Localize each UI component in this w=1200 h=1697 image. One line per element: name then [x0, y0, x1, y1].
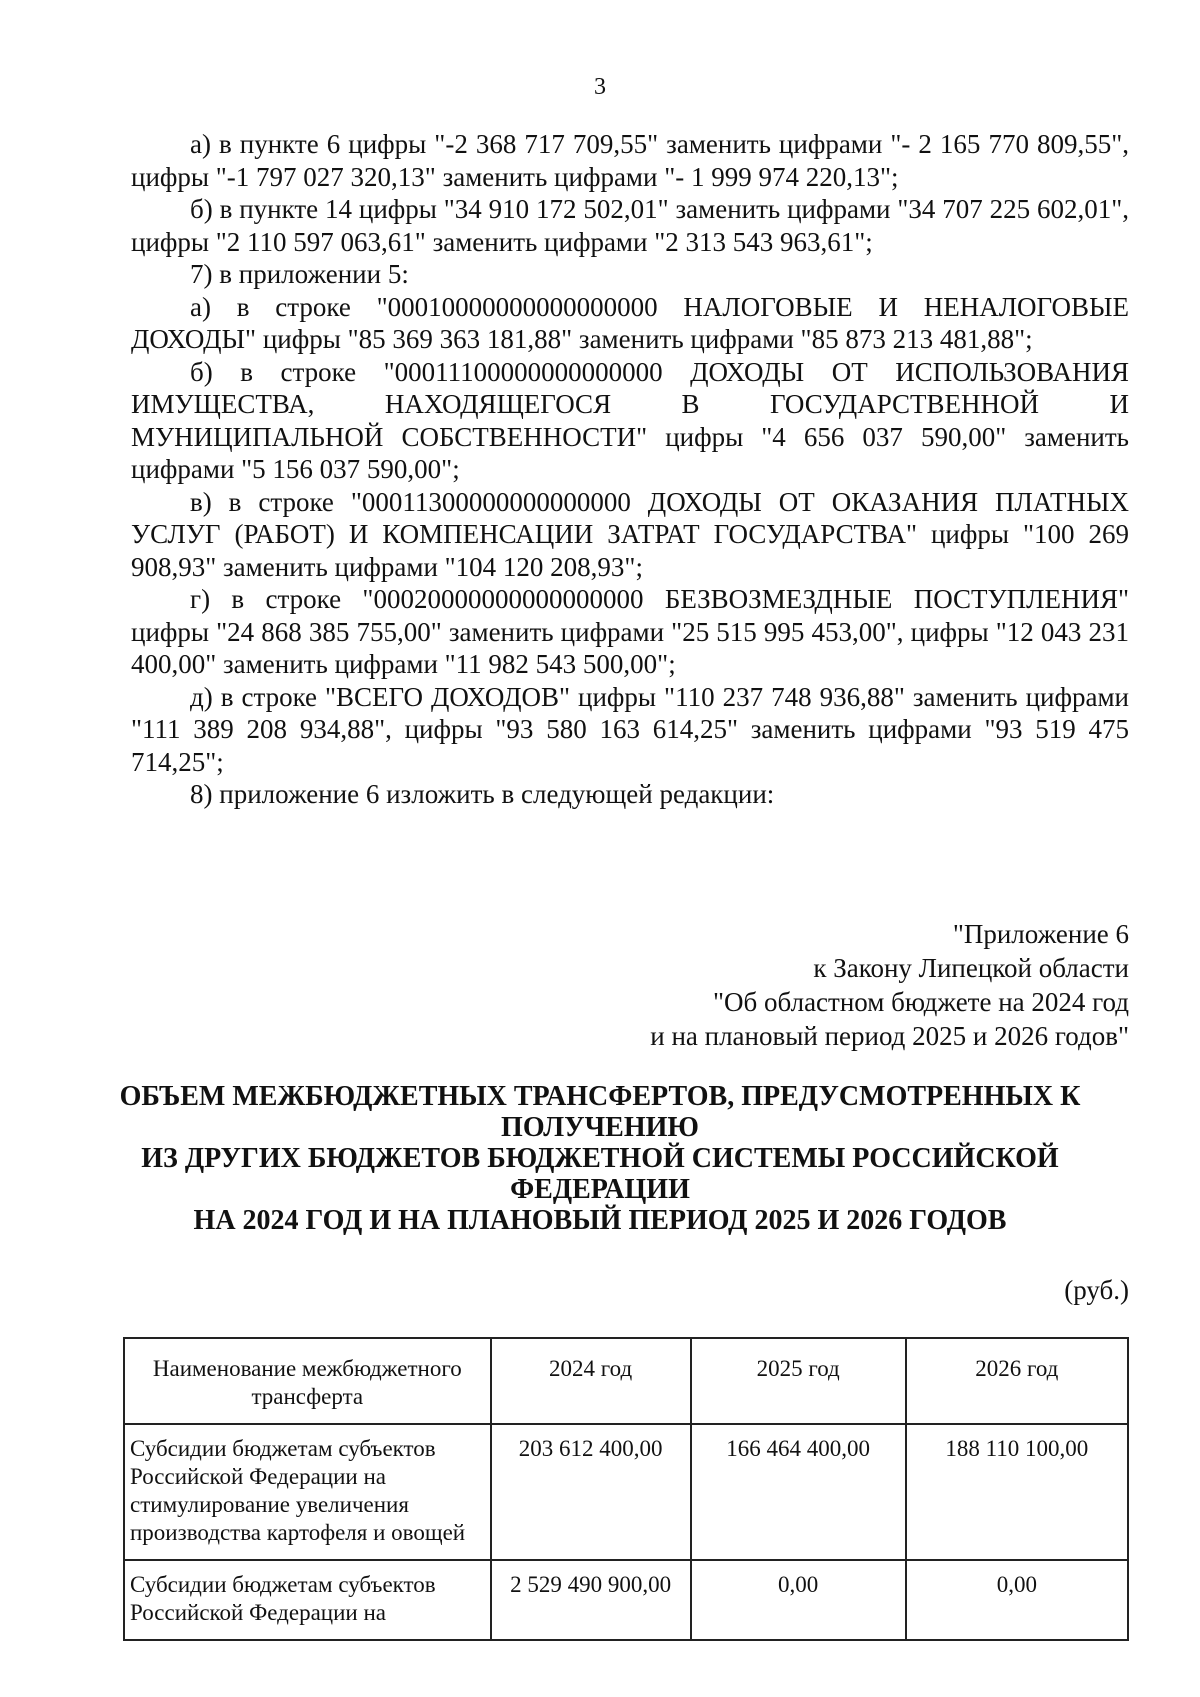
header-2026: 2026 год — [906, 1338, 1128, 1424]
value-2024: 203 612 400,00 — [491, 1424, 691, 1560]
transfers-table — [123, 1337, 1129, 1641]
title-line: ИЗ ДРУГИХ БЮДЖЕТОВ БЮДЖЕТНОЙ СИСТЕМЫ РОССИЙСКОЙ — [141, 1143, 1059, 1174]
value-2025: 166 464 400,00 — [691, 1424, 906, 1560]
paragraph-7a: а) в строке "00010000000000000000 НАЛОГОВЫЕ И НЕНАЛОГОВЫЕ ДОХОДЫ" цифры "85 369 363 181,88" заменить цифрами "85 873 213 481,88"; — [131, 291, 1129, 354]
document-title — [100, 1081, 1100, 1236]
appendix-reference — [650, 917, 1129, 1053]
paragraph-7: 7) в приложении 5: — [190, 259, 409, 289]
title-line: ОБЪЕМ МЕЖБЮДЖЕТНЫХ ТРАНСФЕРТОВ, ПРЕДУСМОТРЕННЫХ К — [119, 1081, 1081, 1112]
appendix-ref-line: "Приложение 6 — [952, 919, 1129, 949]
paragraph-6a: а) в пункте 6 цифры "-2 368 717 709,55" заменить цифрами "- 2 165 770 809,55", цифры "-1 797 027 320,13" заменить цифрами "- 1 999 974 220,13"; — [131, 129, 1129, 192]
page-number: 3 — [594, 74, 606, 100]
paragraph-7d: д) в строке "ВСЕГО ДОХОДОВ" цифры "110 237 748 936,88" заменить цифрами "111 389 208 934,88", цифры "93 580 163 614,25" заменить цифрами "93 519 475 714,25"; — [131, 681, 1129, 777]
appendix-ref-line: "Об областном бюджете на 2024 год — [713, 987, 1129, 1017]
value-2026: 0,00 — [906, 1560, 1128, 1640]
table-header-row — [124, 1338, 1128, 1424]
table-row — [124, 1424, 1128, 1560]
paragraph-8: 8) приложение 6 изложить в следующей редакции: — [190, 779, 775, 809]
amendment-text — [131, 128, 1129, 811]
header-2025: 2025 год — [691, 1338, 906, 1424]
value-2026: 188 110 100,00 — [906, 1424, 1128, 1560]
transfer-name: Субсидии бюджетам субъектов Российской Федерации на — [124, 1560, 491, 1640]
table-row — [124, 1560, 1128, 1640]
paragraph-7v: в) в строке "00011300000000000000 ДОХОДЫ ОТ ОКАЗАНИЯ ПЛАТНЫХ УСЛУГ (РАБОТ) И КОМПЕНСАЦИИ ЗАТРАТ ГОСУДАРСТВА" цифры "100 269 908,93" заменить цифрами "104 120 208,93"; — [131, 486, 1129, 582]
title-line: ФЕДЕРАЦИИ — [510, 1174, 690, 1205]
paragraph-7b: б) в строке "00011100000000000000 ДОХОДЫ ОТ ИСПОЛЬЗОВАНИЯ ИМУЩЕСТВА, НАХОДЯЩЕГОСЯ В ГОСУДАРСТВЕННОЙ И МУНИЦИПАЛЬНОЙ СОБСТВЕННОСТИ" цифры "4 656 037 590,00" заменить цифрами "5 156 037 590,00"; — [131, 356, 1129, 484]
appendix-ref-line: и на плановый период 2025 и 2026 годов" — [650, 1021, 1129, 1051]
title-line: ПОЛУЧЕНИЮ — [501, 1112, 699, 1143]
title-line: НА 2024 ГОД И НА ПЛАНОВЫЙ ПЕРИОД 2025 И 2026 ГОДОВ — [193, 1205, 1007, 1236]
header-2024: 2024 год — [491, 1338, 691, 1424]
paragraph-7g: г) в строке "00020000000000000000 БЕЗВОЗМЕЗДНЫЕ ПОСТУПЛЕНИЯ" цифры "24 868 385 755,00" заменить цифрами "25 515 995 453,00", цифры "12 043 231 400,00" заменить цифрами "11 982 543 500,00"; — [131, 584, 1129, 679]
transfer-name: Субсидии бюджетам субъектов Российской Федерации на стимулирование увеличения производства картофеля и овощей — [124, 1424, 491, 1560]
units-label: (руб.) — [1064, 1275, 1129, 1305]
header-name: Наименование межбюджетного трансферта — [124, 1338, 491, 1424]
value-2025: 0,00 — [691, 1560, 906, 1640]
appendix-ref-line: к Закону Липецкой области — [813, 953, 1129, 983]
value-2024: 2 529 490 900,00 — [491, 1560, 691, 1640]
paragraph-6b: б) в пункте 14 цифры "34 910 172 502,01" заменить цифрами "34 707 225 602,01", цифры "2 110 597 063,61" заменить цифрами "2 313 543 963,61"; — [131, 194, 1129, 257]
